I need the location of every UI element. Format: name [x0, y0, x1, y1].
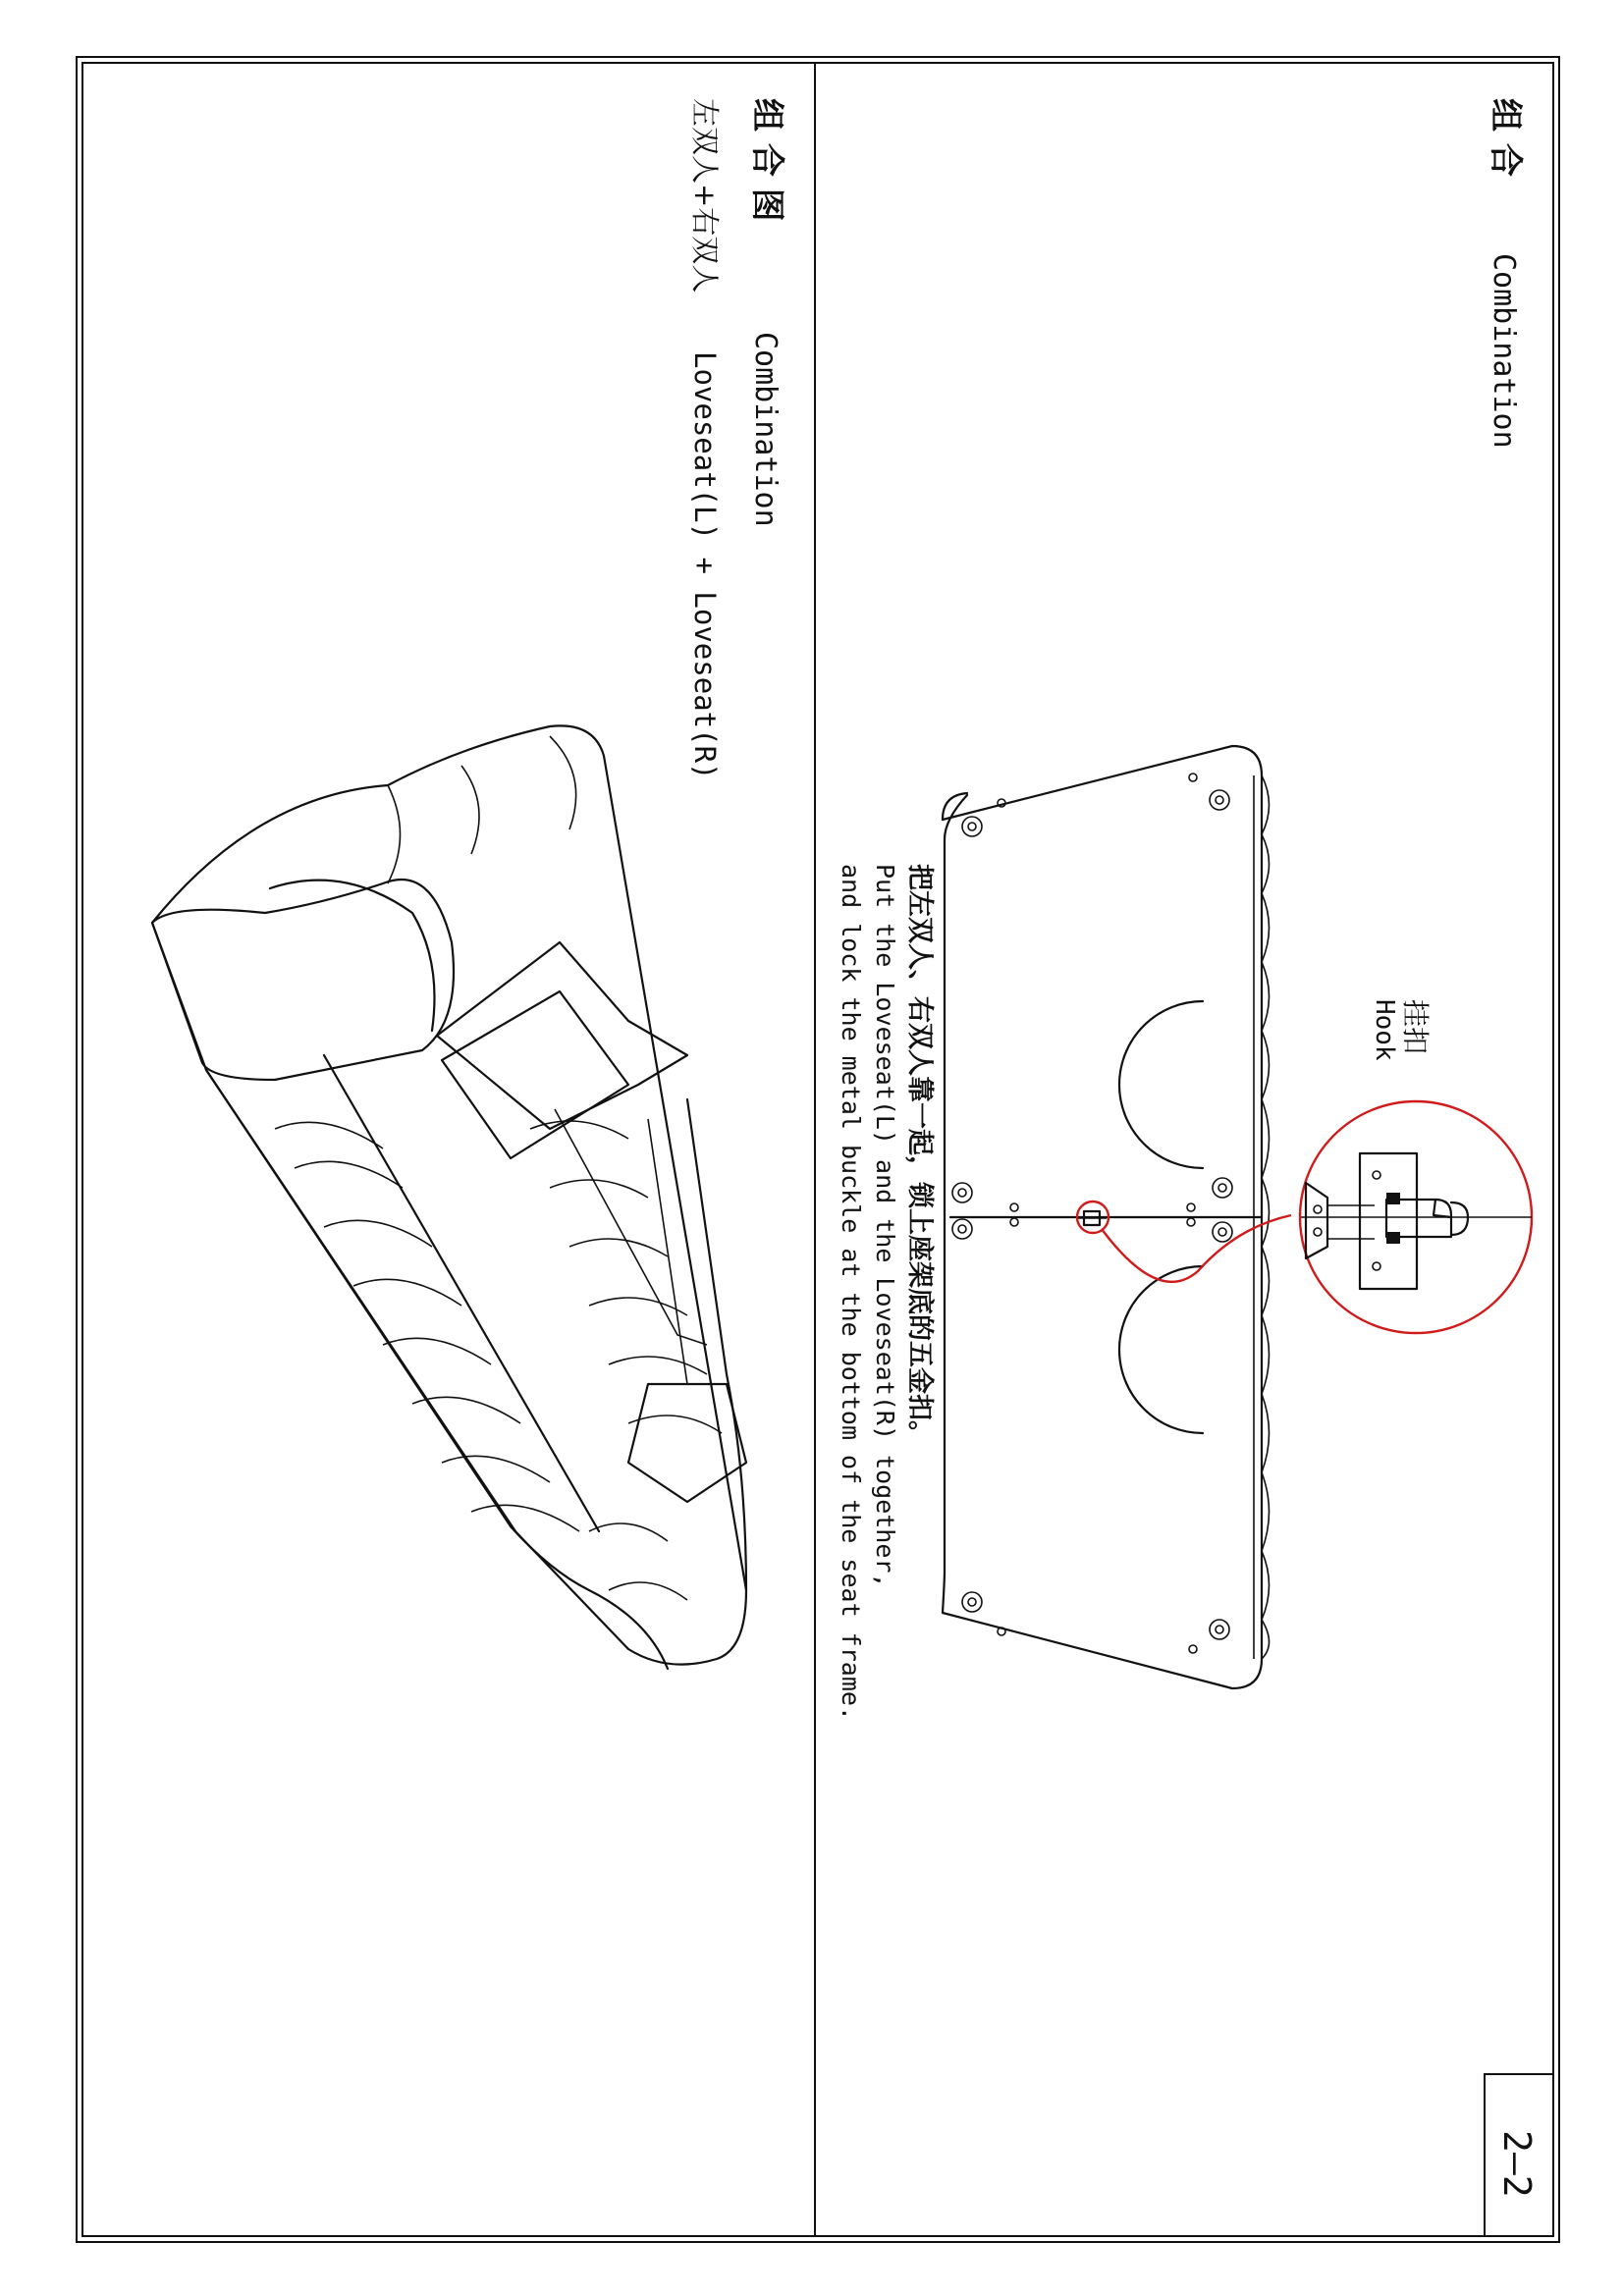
- outer-border: [77, 57, 1559, 2242]
- hook-detail: [1301, 1153, 1532, 1289]
- hook-label-en: Hook: [1370, 999, 1399, 1061]
- left-title-cn: 组 合 图: [747, 98, 786, 222]
- left-subtitle-en: Loveseat(L) + Loveseat(R): [688, 351, 722, 780]
- instruction-cn: 把左双人、右双人靠一起，锁上座架底的五金扣。: [904, 864, 935, 1447]
- left-panel: [152, 98, 786, 1669]
- right-title-cn: 组 合: [1486, 98, 1525, 177]
- page-number: 2–2: [1495, 2130, 1539, 2198]
- hook-label-cn: 挂扣: [1399, 999, 1432, 1055]
- sofa-perspective-drawing: [152, 725, 746, 1669]
- right-title-en: Combination: [1487, 253, 1521, 449]
- instruction-en-1: Put the Loveseat(L) and the Loveseat(R) together,: [871, 864, 899, 1588]
- left-title-en: Combination: [748, 332, 783, 527]
- left-subtitle-cn: 左双人+右双人: [688, 98, 722, 294]
- right-panel: [837, 98, 1532, 1721]
- instruction-en-2: and lock the metal buckle at the bottom of the seat frame.: [837, 864, 865, 1721]
- inner-border: [82, 63, 1553, 2236]
- seat-frame-top-view: [943, 746, 1270, 1688]
